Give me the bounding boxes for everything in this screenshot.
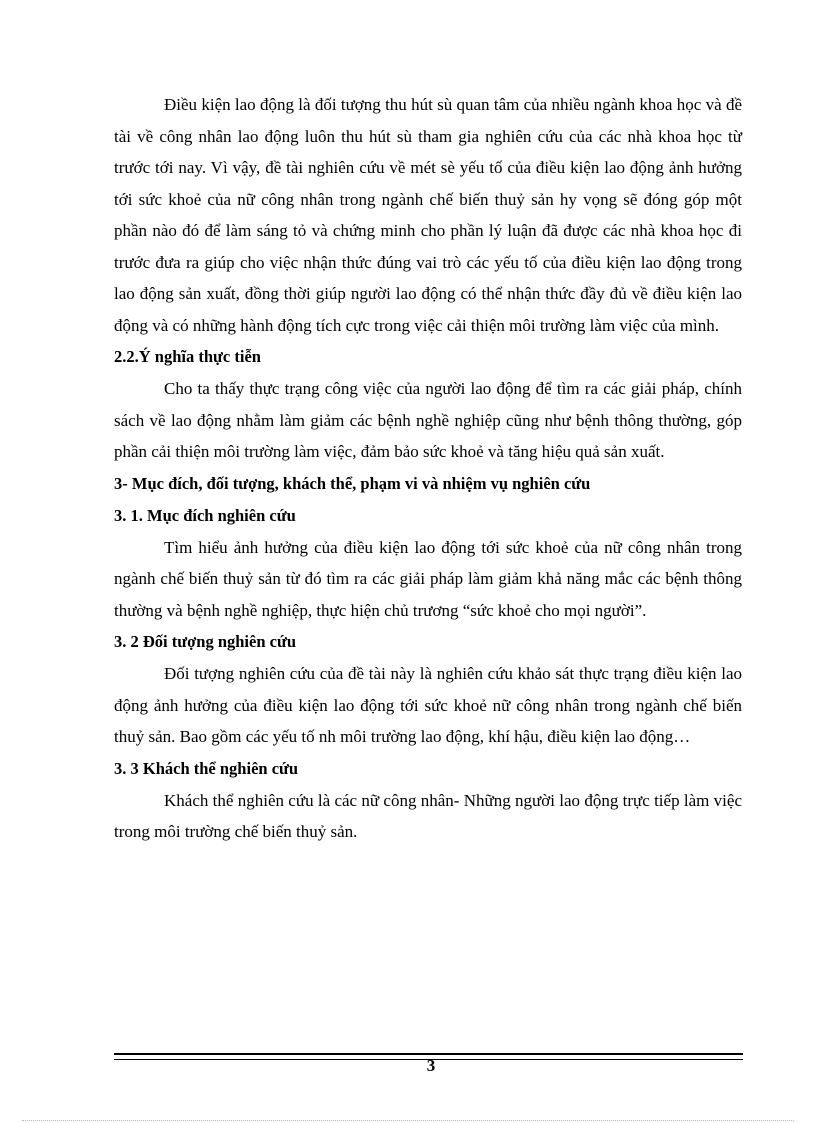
practical-significance-paragraph: Cho ta thấy thực trạng công việc của người lao động để tìm ra các giải pháp, chính sách về lao động nhằm làm giảm các bệnh nghề nghiệp cũng như bệnh thông thường, góp phần cải thiện môi trường làm việc, đảm bảo sức khoẻ và tăng hiệu quả sản xuất.	[114, 379, 742, 461]
research-subject-paragraph: Khách thể nghiên cứu là các nữ công nhân- Những người lao động trực tiếp làm việc trong môi trường chế biến thuỷ sản.	[114, 790, 742, 841]
intro-paragraph: Điều kiện lao động là đối tượng thu hút sù quan tâm của nhiều ngành khoa học và đề tài về công nhân lao động luôn thu hút sù tham gia nghiên cứu của các nhà khoa học từ trước tới nay. Vì vậy, đề tài nghiên cứu về mét sè yếu tố của điều kiện lao động ảnh hưởng tới sức khoẻ của nữ công nhân trong ngành chế biến thuỷ sản hy vọng sẽ đóng góp một phần nào đó để làm sáng tỏ và chứng minh cho phần lý luận đã được các nhà khoa học đi trước đưa ra giúp cho việc nhận thức đúng vai trò các yếu tố của điều kiện lao động trong lao động sản xuất, đồng thời giúp người lao động có thể nhận thức đầy đủ về điều kiện lao động và có những hành động tích cực trong việc cải thiện môi trường làm việc của mình.	[114, 95, 742, 335]
research-subject-heading: 3. 3 Khách thể nghiên cứu	[114, 758, 299, 778]
research-purpose-heading: 3. 1. Mục đích nghiên cứu	[114, 505, 296, 525]
research-purpose-paragraph: Tìm hiểu ảnh hưởng của điều kiện lao động tới sức khoẻ của nữ công nhân trong ngành chế biến thuỷ sản từ đó tìm ra các giải pháp làm giảm khả năng mắc các bệnh thông thường và bệnh nghề nghiệp, thực hiện chủ trương “sức khoẻ cho mọi người”.	[114, 537, 742, 620]
page-bottom-border	[22, 1120, 794, 1121]
research-object-heading: 3. 2 Đối tượng nghiên cứu	[114, 632, 297, 651]
page-number: 3	[426, 1056, 436, 1075]
page-content	[114, 89, 742, 848]
practical-significance-heading: 2.2.Ý nghĩa thực tiễn	[114, 347, 261, 366]
section-3-heading: 3- Mục đích, đối tượng, khách thể, phạm vi và nhiệm vụ nghiên cứu	[114, 473, 591, 493]
research-object-paragraph: Đối tượng nghiên cứu của đề tài này là nghiên cứu khảo sát thực trạng điều kiện lao động ảnh hưởng của điều kiện lao động tới sức khoẻ nữ công nhân trong ngành chế biến thuỷ sản. Bao gồm các yếu tố nh môi trường lao động, khí hậu, điều kiện lao động…	[114, 664, 742, 746]
